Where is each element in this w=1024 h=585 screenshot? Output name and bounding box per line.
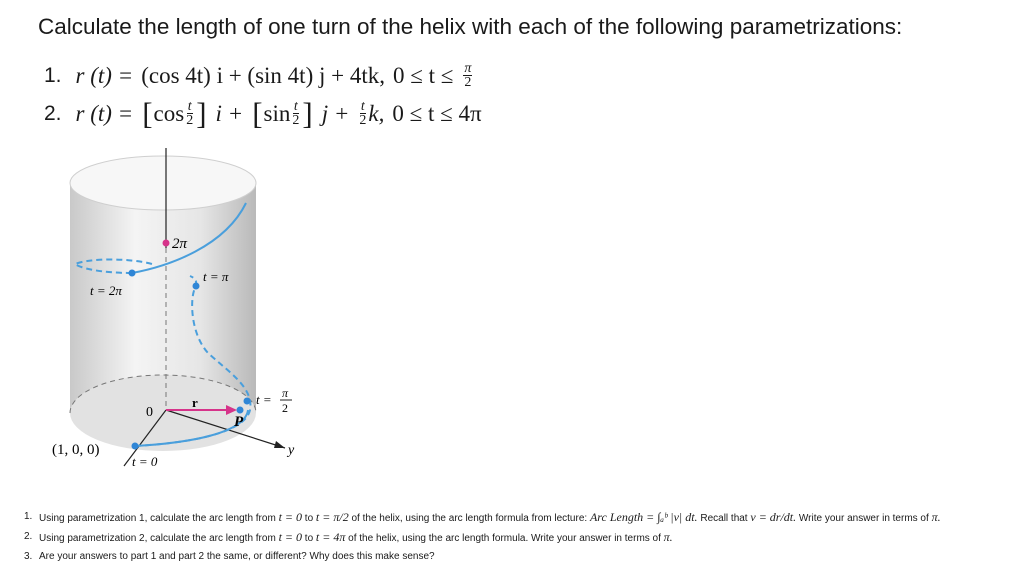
label-r-vector: r: [192, 395, 198, 410]
open-bracket: [: [142, 95, 153, 131]
j-term: j +: [321, 100, 350, 126]
y-axis-arrow: [274, 441, 285, 448]
question-3: 3. Are your answers to part 1 and part 2 the same, or different? Why does this make sense?: [24, 551, 435, 562]
point-2pi: [163, 240, 170, 247]
t-over-2-fraction: $\frac{t}{2}$: [186, 99, 194, 128]
point-p: [237, 407, 244, 414]
label-t-pi: t = π: [203, 269, 229, 284]
open-bracket: [: [252, 95, 263, 131]
label-t-eq: t =: [256, 392, 272, 407]
equation-range: 0 ≤ t ≤: [392, 62, 454, 88]
problem-heading: Calculate the length of one turn of the helix with each of the following parametrizations:: [38, 14, 903, 39]
point-t-pi: [193, 283, 200, 290]
close-bracket: ]: [302, 95, 313, 131]
point-t-0: [132, 443, 139, 450]
equation-number: 2.: [44, 101, 62, 125]
equation-body: (cos 4t) i + (sin 4t) j + 4tk,: [141, 62, 385, 88]
sin-term: sin: [263, 100, 291, 126]
cos-term: cos: [153, 100, 185, 126]
equation-lhs: r (t) =: [75, 100, 134, 126]
label-2pi: 2π: [172, 236, 188, 252]
helix-figure: [40, 148, 300, 478]
equation-lhs: r (t) =: [75, 62, 134, 88]
range-fraction: [463, 62, 472, 89]
label-origin: 0: [146, 405, 153, 420]
equation-range: 0 ≤ t ≤ 4π: [392, 100, 482, 126]
k-term: k,: [368, 100, 385, 126]
point-t-2pi: [129, 270, 136, 277]
label-two: 2: [282, 401, 288, 415]
question-2: 2. Using parametrization 2, calculate the arc length from t = 0 to t = 4π of the helix, using the arc length formula. Write your answer in terms of π.: [24, 530, 673, 544]
question-1: 1. Using parametrization 1, calculate the arc length from t = 0 to t = π/2 of the helix, using the arc length formula from lecture: Arc Length = ∫ₐᵇ |v| dt. Recall that v = dr/dt. Write your answer in terms of π.: [24, 510, 941, 524]
fraction-numerator: π: [464, 61, 472, 76]
fraction-denominator: 2: [464, 75, 472, 90]
equation-number: 1.: [44, 63, 62, 87]
equation-2: [44, 95, 482, 131]
label-pi: π: [282, 386, 289, 400]
label-y-axis: y: [288, 443, 295, 458]
label-t-2pi: t = 2π: [90, 283, 122, 298]
point-t-pi-over-2: [244, 398, 251, 405]
label-p: P: [234, 414, 244, 430]
close-bracket: ]: [196, 95, 207, 131]
cylinder-top: [70, 156, 256, 210]
i-term: i +: [215, 100, 244, 126]
question-list: [24, 508, 999, 566]
t-over-2-fraction: $\frac{t}{2}$: [359, 99, 367, 128]
label-point-100: (1, 0, 0): [52, 442, 100, 458]
label-t-0: t = 0: [132, 454, 158, 469]
t-over-2-fraction: $\frac{t}{2}$: [292, 99, 300, 128]
equation-1: [44, 62, 474, 89]
